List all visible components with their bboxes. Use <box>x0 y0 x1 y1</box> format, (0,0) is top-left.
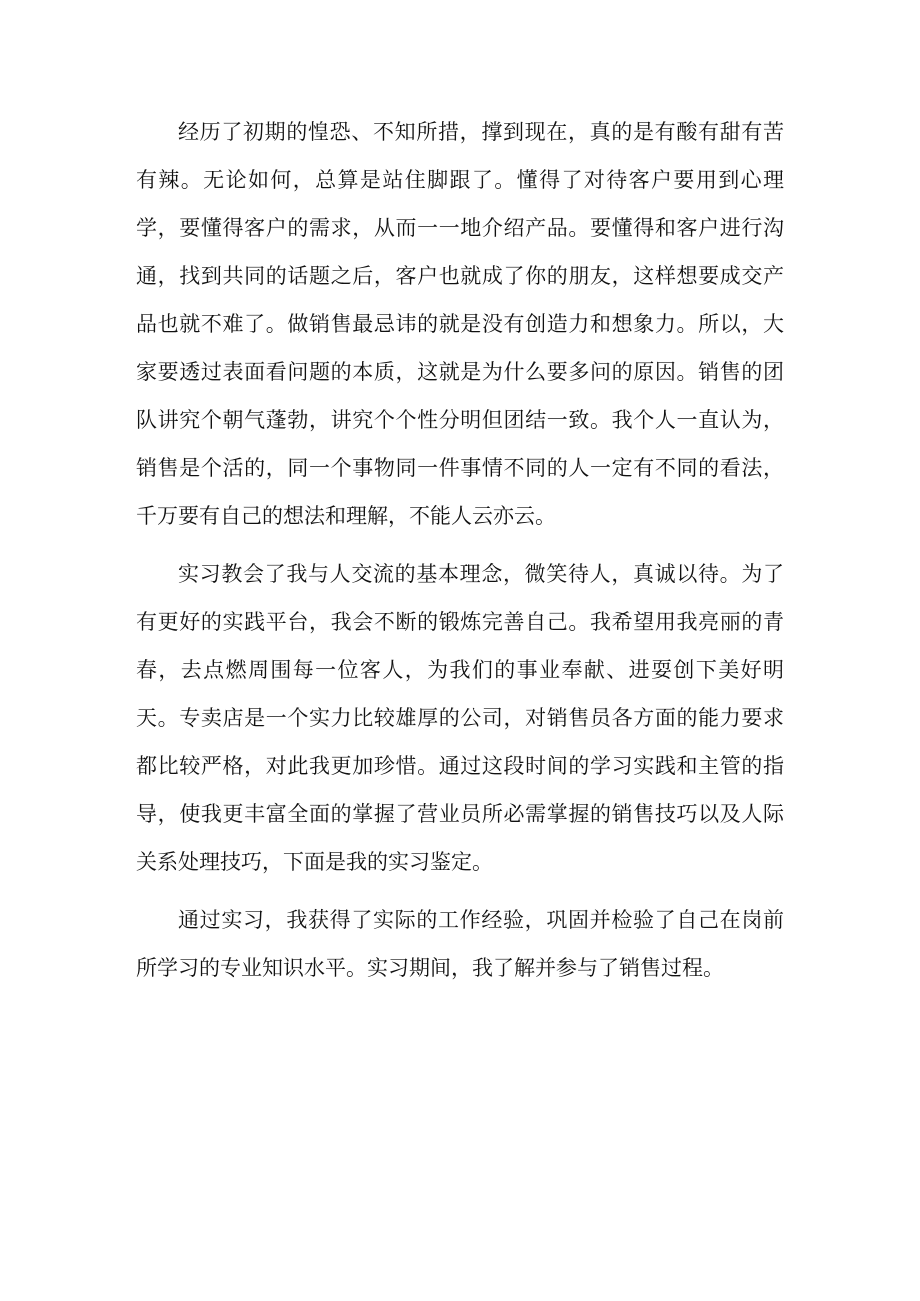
paragraph-1: 经历了初期的惶恐、不知所措，撑到现在，真的是有酸有甜有苦有辣。无论如何，总算是站住脚跟了。懂得了对待客户要用到心理学，要懂得客户的需求，从而一一地介绍产品。要懂得和客户进行沟通，找到共同的话题之后，客户也就成了你的朋友，这样想要成交产品也就不难了。做销售最忌讳的就是没有创造力和想象力。所以，大家要透过表面看问题的本质，这就是为什么要多问的原因。销售的团队讲究个朝气蓬勃，讲究个个性分明但团结一致。我个人一直认为，销售是个活的，同一个事物同一件事情不同的人一定有不同的看法，千万要有自己的想法和理解，不能人云亦云。 <box>136 120 784 528</box>
paragraph-2: 实习教会了我与人交流的基本理念，微笑待人，真诚以待。为了有更好的实践平台，我会不断的锻炼完善自己。我希望用我亮丽的青春，去点燃周围每一位客人，为我们的事业奉献、进耍创下美好明天。专卖店是一个实力比较雄厚的公司，对销售员各方面的能力要求都比较严格，对此我更加珍惜。通过这段时间的学习实践和主管的指导，使我更丰富全面的掌握了营业员所必需掌握的销售技巧以及人际关系处理技巧，下面是我的实习鉴定。 <box>136 562 784 874</box>
document-body <box>136 108 784 992</box>
paragraph-3: 通过实习，我获得了实际的工作经验，巩固并检验了自己在岗前所学习的专业知识水平。实习期间，我了解并参与了销售过程。 <box>136 908 784 980</box>
